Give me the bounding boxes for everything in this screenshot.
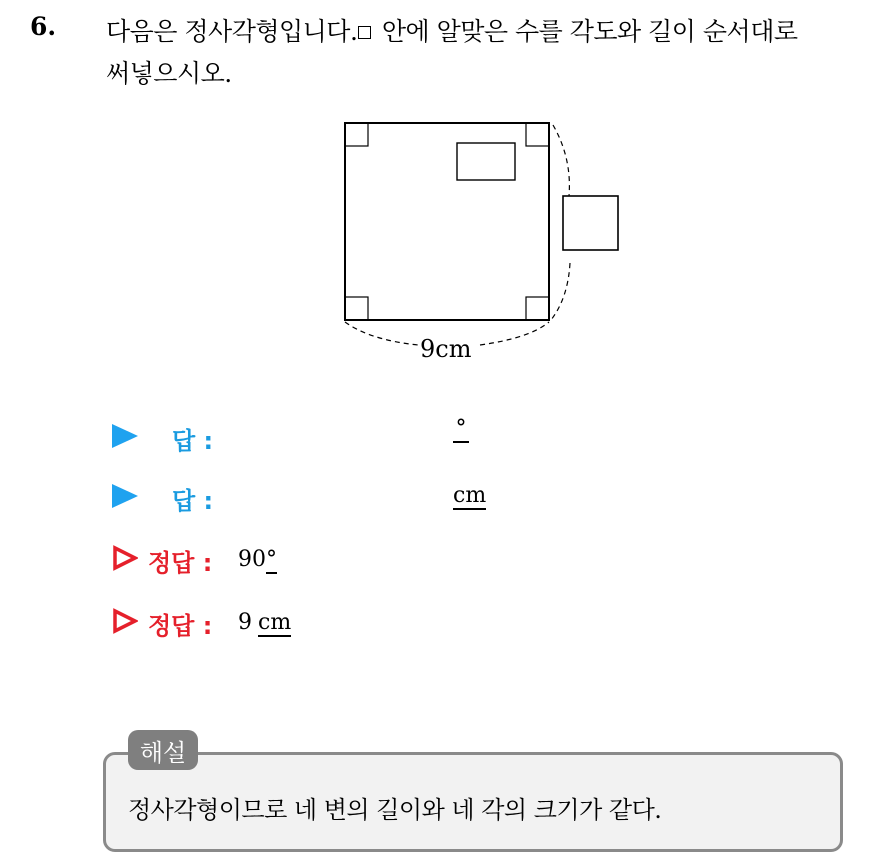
correct-value-1-number: 90 bbox=[238, 547, 266, 572]
right-angle-mark-top-right bbox=[526, 123, 549, 146]
question-text-part1: 다음은 정사각형입니다. bbox=[106, 17, 358, 46]
right-angle-mark-bottom-left bbox=[345, 297, 368, 320]
question-text-line2: 써넣으시오. bbox=[106, 59, 232, 88]
square bbox=[345, 123, 549, 320]
answer-unit-2-text: cm bbox=[453, 483, 487, 508]
answer-label-1: 답 : bbox=[172, 427, 214, 455]
explanation-text: 정사각형이므로 네 변의 길이와 네 각의 크기가 같다. bbox=[128, 796, 662, 824]
correct-value-2-unit: cm bbox=[258, 610, 292, 635]
side-answer-box bbox=[563, 196, 618, 250]
answer-unit-2[interactable] bbox=[453, 483, 486, 508]
correct-label-1: 정답 : bbox=[148, 549, 213, 577]
bottom-dashed-arc bbox=[345, 322, 418, 345]
question-text-line1 bbox=[106, 12, 798, 48]
answer-marker-icon bbox=[112, 484, 138, 508]
answer-unit-1[interactable] bbox=[453, 416, 469, 443]
side-length-label: 9cm bbox=[420, 335, 472, 363]
question-number: 6. bbox=[30, 12, 57, 41]
answer-marker-icon bbox=[112, 424, 138, 448]
right-angle-mark-bottom-right bbox=[526, 297, 549, 320]
square-figure bbox=[330, 108, 630, 348]
right-angle-mark-top-left bbox=[345, 123, 368, 146]
blank-box-icon bbox=[358, 26, 371, 39]
answer-label-2: 답 : bbox=[172, 487, 214, 515]
explanation-tag: 해설 bbox=[128, 730, 198, 770]
bottom-dashed-arc-right bbox=[480, 322, 549, 345]
answer-unit-1-text: ° bbox=[453, 416, 469, 443]
angle-answer-box bbox=[457, 143, 515, 180]
correct-marker-icon bbox=[112, 608, 138, 634]
question-text-part2: 안에 알맞은 수를 각도와 길이 순서대로 bbox=[381, 17, 798, 46]
correct-value-1 bbox=[238, 547, 277, 572]
correct-value-2 bbox=[238, 610, 291, 635]
side-dashed-arc-lower bbox=[551, 263, 570, 320]
side-dashed-arc bbox=[553, 125, 569, 196]
correct-value-2-number: 9 bbox=[238, 610, 252, 635]
correct-label-2: 정답 : bbox=[148, 612, 213, 640]
correct-value-1-unit: ° bbox=[266, 547, 277, 572]
correct-marker-icon bbox=[112, 545, 138, 571]
